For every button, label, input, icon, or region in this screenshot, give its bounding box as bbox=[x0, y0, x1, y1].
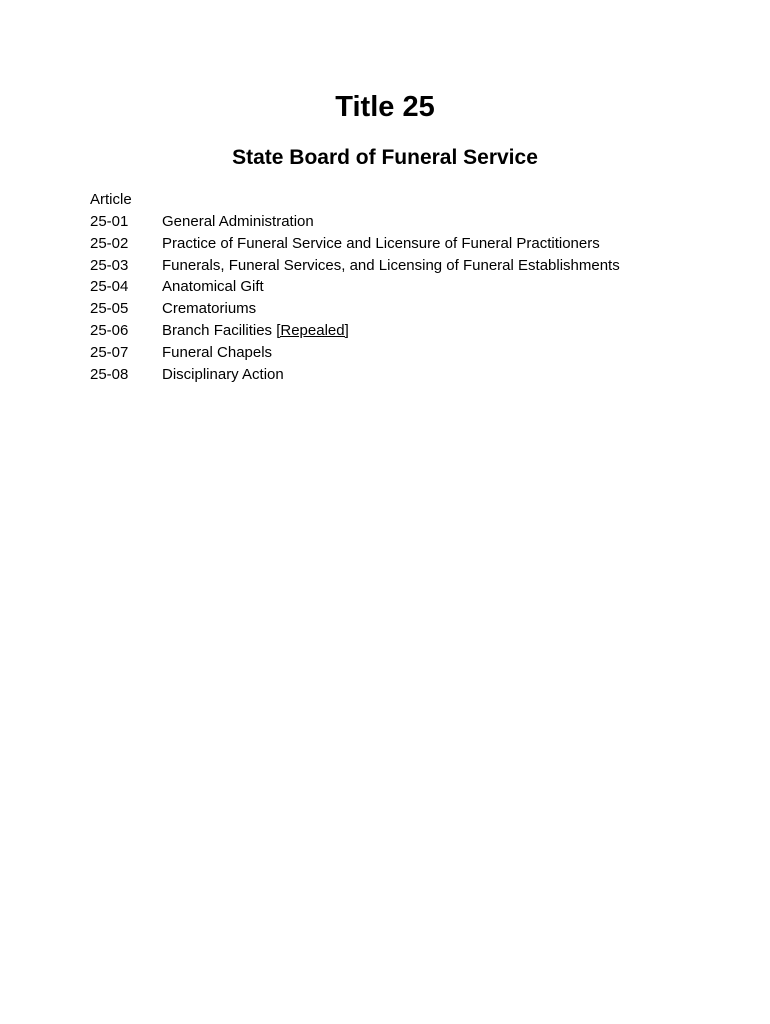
article-number: 25-03 bbox=[90, 256, 129, 274]
article-row bbox=[90, 212, 620, 234]
article-title: Funerals, Funeral Services, and Licensing of Funeral Establishments bbox=[162, 256, 620, 274]
article-number: 25-04 bbox=[90, 278, 129, 296]
repealed-link[interactable]: [Repealed] bbox=[276, 321, 349, 339]
article-number: 25-06 bbox=[90, 321, 129, 339]
article-list bbox=[90, 212, 620, 386]
article-title: Anatomical Gift bbox=[162, 278, 264, 296]
article-title: Disciplinary Action bbox=[162, 365, 284, 383]
article-title: Practice of Funeral Service and Licensure of Funeral Practitioners bbox=[162, 234, 600, 252]
article-number: 25-01 bbox=[90, 213, 129, 230]
article-title: General Administration bbox=[162, 213, 314, 230]
article-row bbox=[90, 365, 620, 387]
page-title: Title 25 bbox=[335, 91, 435, 123]
article-row bbox=[90, 299, 620, 321]
article-row bbox=[90, 234, 620, 256]
page-subtitle: State Board of Funeral Service bbox=[232, 146, 538, 169]
article-column-header: Article bbox=[90, 191, 132, 208]
article-number: 25-02 bbox=[90, 234, 129, 252]
article-row bbox=[90, 256, 620, 278]
article-number: 25-08 bbox=[90, 365, 129, 383]
article-number: 25-05 bbox=[90, 300, 129, 318]
article-row bbox=[90, 277, 620, 299]
article-title: Crematoriums bbox=[162, 300, 257, 318]
article-title: Branch Facilities bbox=[162, 321, 273, 339]
article-row bbox=[90, 343, 620, 365]
article-number: 25-07 bbox=[90, 343, 129, 361]
article-title: Funeral Chapels bbox=[162, 343, 273, 361]
article-row bbox=[90, 321, 620, 343]
